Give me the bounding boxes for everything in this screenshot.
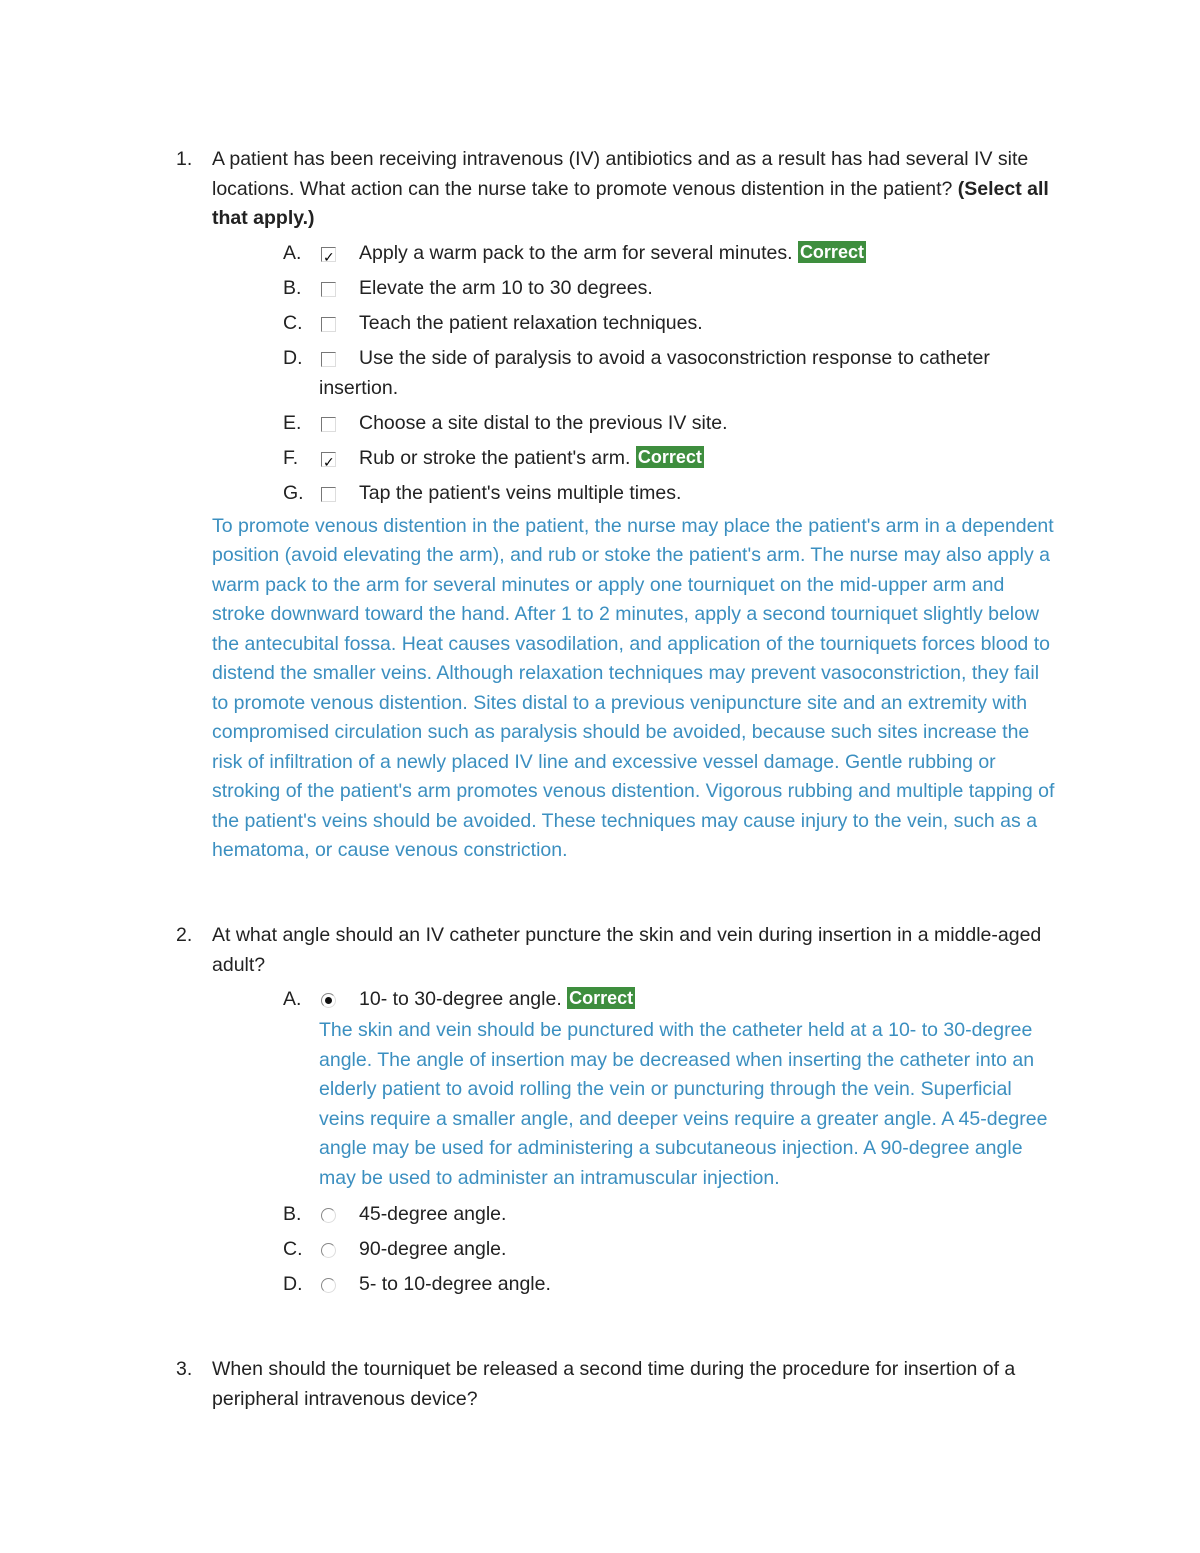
question-3 (176, 1355, 1056, 1414)
rationale-text: The skin and vein should be punctured with the catheter held at a 10- to 30-degree angle. The angle of insertion may be decreased when inserting the catheter into an elderly patient to avoid rolling the vein or puncturing through the vein. Superficial veins require a smaller angle, and deeper veins require a greater angle. A 45-degree angle may be used for administering a subcutaneous injection. A 90-degree angle may be used to administer an intramuscular injection. (319, 1019, 1048, 1189)
option-g[interactable] (283, 478, 1056, 508)
option-letter: D. (283, 346, 303, 369)
question-2 (176, 921, 1056, 1304)
rationale-text: To promote venous distention in the patient, the nurse may place the patient's arm in a dependent position (avoid elevating the arm), and rub or stoke the patient's arm. The nurse may also apply a warm pack to the arm for several minutes or apply one tourniquet on the mid-upper arm and stroke downward toward the hand. After 1 to 2 minutes, apply a second tourniquet slightly below the antecubital fossa. Heat causes vasodilation, and application of the tourniquets forces blood to distend the smaller veins. Although relaxation techniques may prevent vasoconstriction, they fail to promote venous distention. Sites distal to a previous venipuncture site and an extremity with compromised circulation such as paralysis should be avoided, because such sites increase the risk of infiltration of a newly placed IV line and excessive vessel damage. Gentle rubbing or stroking of the patient's arm promotes venous distention. Vigorous rubbing and multiple tapping of the patient's veins should be avoided. These techniques may cause injury to the vein, such as a hematoma, or cause venous constriction. (212, 514, 1055, 861)
checkbox[interactable] (321, 411, 336, 441)
option-letter: A. (283, 988, 302, 1010)
checkbox[interactable] (321, 311, 336, 341)
radio[interactable] (321, 1202, 336, 1232)
options-list (283, 238, 1056, 508)
question-text: At what angle should an IV catheter puncture the skin and vein during insertion in a middle-aged adult? (212, 924, 1042, 976)
correct-badge: Correct (569, 988, 634, 1008)
option-a[interactable] (283, 984, 1056, 1014)
option-text: Choose a site distal to the previous IV site. (359, 411, 728, 434)
checkbox[interactable] (321, 481, 336, 511)
option-e[interactable] (283, 408, 1056, 438)
option-letter: E. (283, 411, 302, 434)
correct-badge: Correct (637, 446, 702, 467)
radio-selected[interactable] (321, 987, 336, 1017)
option-text: Apply a warm pack to the arm for several minutes. (359, 241, 793, 264)
option-text: 45-degree angle. (359, 1203, 507, 1225)
option-letter: B. (283, 1203, 302, 1225)
option-text: Teach the patient relaxation techniques. (359, 311, 703, 334)
select-all-instruction: (Select all that apply.) (212, 177, 1049, 229)
option-letter: G. (283, 481, 304, 504)
option-f[interactable] (283, 443, 1056, 473)
option-b[interactable] (283, 273, 1056, 303)
option-letter: C. (283, 1238, 303, 1260)
option-text: 10- to 30-degree angle. (359, 988, 562, 1010)
checkbox-checked[interactable] (321, 241, 336, 271)
checkbox-checked[interactable] (321, 446, 336, 476)
option-letter: B. (283, 276, 302, 299)
option-c[interactable] (283, 308, 1056, 338)
question-text: When should the tourniquet be released a second time during the procedure for insertion of a peripheral intravenous device? (212, 1358, 1016, 1410)
option-a[interactable] (283, 238, 1056, 268)
checkbox[interactable] (321, 346, 336, 376)
question-1 (176, 145, 1056, 866)
option-text: 90-degree angle. (359, 1238, 507, 1260)
option-b[interactable] (283, 1199, 1056, 1229)
option-letter: D. (283, 1273, 303, 1295)
option-text: Rub or stroke the patient's arm. (359, 446, 631, 469)
radio[interactable] (321, 1237, 336, 1267)
checkbox[interactable] (321, 276, 336, 306)
question-number: 3. (176, 1358, 193, 1380)
option-d[interactable] (283, 343, 1056, 403)
option-c[interactable] (283, 1234, 1056, 1264)
option-text: Use the side of paralysis to avoid a vasoconstriction response to catheter insertion. (319, 346, 990, 399)
option-text: Elevate the arm 10 to 30 degrees. (359, 276, 653, 299)
options-list (283, 984, 1056, 1299)
option-letter: F. (283, 446, 299, 469)
correct-badge: Correct (799, 241, 864, 262)
radio[interactable] (321, 1272, 336, 1302)
question-text: A patient has been receiving intravenous (IV) antibiotics and as a result has had several IV site locations. What action can the nurse take to promote venous distention in the patient? (Select all that apply.) (212, 148, 1049, 229)
option-text: 5- to 10-degree angle. (359, 1273, 551, 1295)
question-number: 2. (176, 924, 193, 946)
option-letter: A. (283, 241, 302, 264)
question-number: 1. (176, 148, 193, 170)
option-letter: C. (283, 311, 303, 334)
option-text: Tap the patient's veins multiple times. (359, 481, 682, 504)
option-d[interactable] (283, 1269, 1056, 1299)
